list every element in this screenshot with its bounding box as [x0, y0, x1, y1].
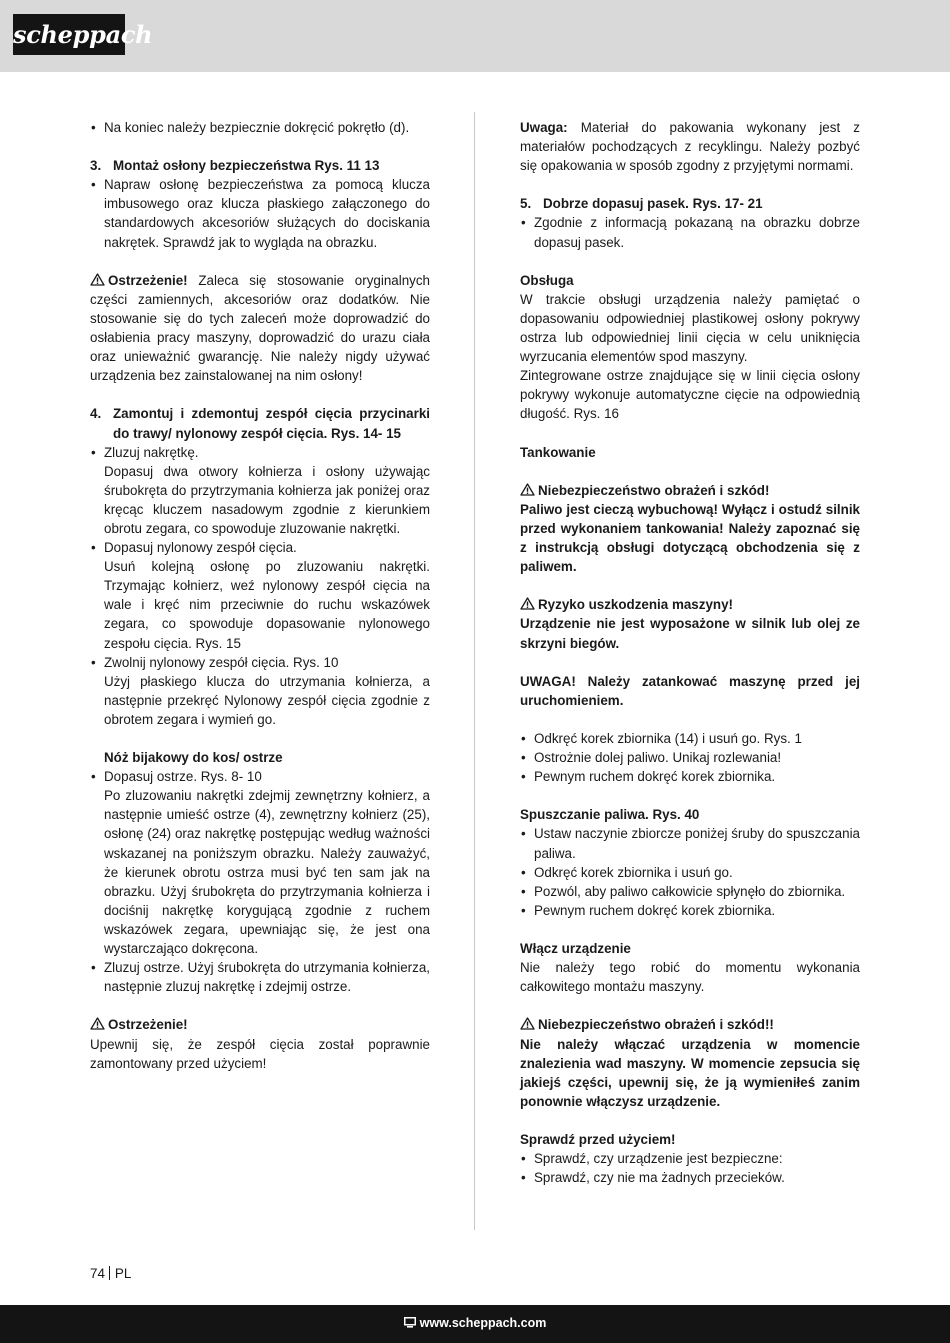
spacer — [520, 1111, 860, 1130]
indented-paragraph: Usuń kolejną osłonę po zluzowaniu nakrętki. Trzymając kołnierz, weź nylonowy zespół cięcia na wale i kręć nim przeciwnie do ruchu wskazówek zegara, co spowoduje dopasowanie nylonowego zespołu cięcia. Rys. 15 — [104, 559, 430, 651]
warning-label: Ostrzeżenie! — [108, 272, 188, 288]
spacer — [520, 175, 860, 194]
bullet-item: • Zwolnij nylonowy zespół cięcia. Rys. 10 — [90, 653, 430, 672]
spacer — [520, 710, 860, 729]
warning-heading — [520, 481, 860, 500]
spacer — [90, 729, 430, 748]
bold-paragraph: Urządzenie nie jest wyposażone w silnik lub olej ze skrzyni biegów. — [520, 616, 860, 651]
warning-icon — [520, 1017, 535, 1030]
brand-logo: scheppach — [13, 14, 125, 55]
spacer — [520, 786, 860, 805]
page-footer — [0, 1305, 950, 1343]
footer-url-row — [0, 1316, 950, 1330]
spacer — [90, 385, 430, 404]
subsection-heading: Nóż bijakowy do kos/ ostrze — [104, 750, 283, 766]
warning-icon — [90, 273, 105, 286]
body-paragraph: Nie należy tego robić do momentu wykonania całkowitego montażu maszyny. — [520, 960, 860, 995]
bullet-item: • Sprawdź, czy nie ma żadnych przecieków. — [520, 1168, 860, 1187]
column-divider — [474, 112, 475, 1230]
bullet-item: • Pewnym ruchem dokręć korek zbiornika. — [520, 901, 860, 920]
numbered-heading — [520, 194, 860, 213]
bullet-item: • Pewnym ruchem dokręć korek zbiornika. — [520, 767, 860, 786]
left-column — [90, 118, 430, 1073]
page-number-separator — [109, 1266, 110, 1280]
warning-heading-text: Ostrzeżenie! — [108, 1017, 188, 1033]
indented-paragraph: Dopasuj dwa otwory kołnierza i osłony używając śrubokręta do przytrzymania kołnierza jak poniżej oraz kręcąc kluczem nasadowym zgodnie z kierunkiem obrotu zegara, co spowoduje zluzowanie nakrętki. — [104, 463, 430, 536]
body-paragraph: Upewnij się, że zespół cięcia został poprawnie zamontowany przed użyciem! — [90, 1036, 430, 1071]
spacer — [90, 137, 430, 156]
page-number-label — [90, 1265, 131, 1282]
warning-heading-text: Ryzyko uszkodzenia maszyny! — [538, 597, 733, 613]
warning-icon — [520, 597, 535, 610]
language-code: PL — [114, 1266, 132, 1281]
monitor-icon — [404, 1317, 416, 1328]
heading-number: 4. — [90, 406, 102, 422]
section-heading: Sprawdź przed użyciem! — [520, 1131, 676, 1147]
warning-heading — [520, 1015, 860, 1034]
bullet-item: • Napraw osłonę bezpieczeństwa za pomocą klucza imbusowego oraz klucza płaskiego załączonego do standardowych akcesoriów służących do dociskania nakrętek. Sprawdź jak to wygląda na obrazku. — [90, 175, 430, 251]
spacer — [520, 653, 860, 672]
spacer — [520, 462, 860, 481]
spacer — [520, 920, 860, 939]
bold-paragraph: Nie należy włączać urządzenia w momencie znalezienia wad maszyny. W momencie zepsucia się jakiejś części, upewnij się, że ją wymieniłeś zanim ponownie włączysz urządzenie. — [520, 1036, 860, 1109]
spacer — [520, 996, 860, 1015]
spacer — [520, 252, 860, 271]
spacer — [520, 424, 860, 443]
numbered-heading — [90, 156, 430, 175]
heading-number: 5. — [520, 196, 532, 212]
section-heading: Włącz urządzenie — [520, 941, 631, 957]
bullet-item: • Dopasuj ostrze. Rys. 8- 10 — [90, 767, 430, 786]
body-paragraph: W trakcie obsługi urządzenia należy pamiętać o dopasowaniu odpowiedniej plastikowej osłony pokrywy ostrza lub odpowiedniej linii cięcia w celu uniknięcia wyrzucania elementów spod maszyny. — [520, 291, 860, 365]
bullet-item: • Ostrożnie dolej paliwo. Unikaj rozlewania! — [520, 748, 860, 767]
body-paragraph: Zintegrowane ostrze znajdujące się w linii cięcia osłony pokrywy wykonuje automatyczne cięcie na odpowiednią długość. Rys. 16 — [520, 368, 860, 422]
bullet-item: • Ustaw naczynie zbiorcze poniżej śruby do spuszczania paliwa. — [520, 824, 860, 862]
warning-heading-text: Niebezpieczeństwo obrażeń i szkód!! — [538, 1017, 774, 1033]
indented-paragraph: Użyj płaskiego klucza do utrzymania kołnierza, a następnie przekręć Nylonowy zespół cięcia zgodnie z obrotem zegara i wymień go. — [104, 673, 430, 727]
bullet-item: • Sprawdź, czy urządzenie jest bezpieczne: — [520, 1149, 860, 1168]
section-heading: Obsługa — [520, 272, 574, 288]
indented-paragraph: Po zluzowaniu nakrętki zdejmij zewnętrzny kołnierz, a następnie umieść ostrze (4), zewnętrzny kołnierz (25), osłonę (24) oraz nakrętkę postępując według ważności wskazanej na poniższym obrazku. Należy zauważyć, że kierunek obrotu ostrza musi być ten sam jak na obrazku. Użyj śrubokręta do przytrzymania kołnierza i dociśnij nakrętkę korygującą zgodnie z ruchem wskazówek zegara, upewniając się, że jest ona wystarczająco dokręcona. — [104, 788, 430, 957]
warning-heading — [520, 595, 860, 614]
heading-text: Dobrze dopasuj pasek. Rys. 17- 21 — [543, 196, 763, 212]
warning-paragraph — [90, 271, 430, 386]
bold-paragraph: UWAGA! Należy zatankować maszynę przed jej uruchomieniem. — [520, 673, 860, 708]
bullet-item: • Zgodnie z informacją pokazaną na obrazku dobrze dopasuj pasek. — [520, 213, 860, 251]
bold-paragraph: Paliwo jest cieczą wybuchową! Wyłącz i ostudź silnik przed wykonaniem tankowania! Należy zapoznać się z instrukcją obsługi dotyczącą obchodzenia się z paliwem. — [520, 501, 860, 575]
warning-icon — [90, 1017, 105, 1030]
page-number: 74 — [90, 1266, 105, 1281]
warning-text: Zaleca się stosowanie oryginalnych części zamiennych, akcesoriów oraz dodatków. Nie stosowanie się do tych zaleceń może doprowadzić do osłabienia pracy maszyny, doprowadzić do urazu ciała oraz unieważnić gwarancję. Nie należy nigdy używać urządzenia bez zainstalowanej na nim osłony! — [90, 272, 430, 384]
bullet-item: • Na koniec należy bezpiecznie dokręcić pokrętło (d). — [90, 118, 430, 137]
spacer — [90, 252, 430, 271]
note-paragraph — [520, 118, 860, 175]
bullet-item: • Zluzuj nakrętkę. — [90, 443, 430, 462]
heading-text: Montaż osłony bezpieczeństwa Rys. 11 13 — [113, 158, 380, 174]
bullet-item: • Dopasuj nylonowy zespół cięcia. — [90, 538, 430, 557]
note-text: Materiał do pakowania wykonany jest z materiałów pochodzących z recyklingu. Należy pozbyć się opakowania w sposób zgodny z przyjętymi normami. — [520, 120, 860, 174]
right-column — [520, 118, 860, 1187]
note-label: Uwaga: — [520, 120, 568, 135]
bullet-item: • Odkręć korek zbiornika i usuń go. — [520, 863, 860, 882]
page-header — [0, 0, 950, 72]
numbered-heading — [90, 404, 430, 442]
warning-heading-text: Niebezpieczeństwo obrażeń i szkód! — [538, 482, 770, 498]
warning-icon — [520, 483, 535, 496]
bullet-item: • Pozwól, aby paliwo całkowicie spłynęło do zbiornika. — [520, 882, 860, 901]
spacer — [520, 576, 860, 595]
spacer — [90, 996, 430, 1015]
bullet-item: • Odkręć korek zbiornika (14) i usuń go. Rys. 1 — [520, 729, 860, 748]
warning-heading — [90, 1015, 430, 1034]
website-link[interactable]: www.scheppach.com — [419, 1316, 547, 1330]
section-heading: Spuszczanie paliwa. Rys. 40 — [520, 807, 700, 823]
bullet-item: • Zluzuj ostrze. Użyj śrubokręta do utrzymania kołnierza, następnie zluzuj nakrętkę i zdejmij ostrze. — [90, 958, 430, 996]
heading-text: Zamontuj i zdemontuj zespół cięcia przycinarki do trawy/ nylonowy zespół cięcia. Rys. 14- 15 — [113, 406, 430, 441]
section-heading: Tankowanie — [520, 444, 596, 460]
heading-number: 3. — [90, 158, 102, 174]
